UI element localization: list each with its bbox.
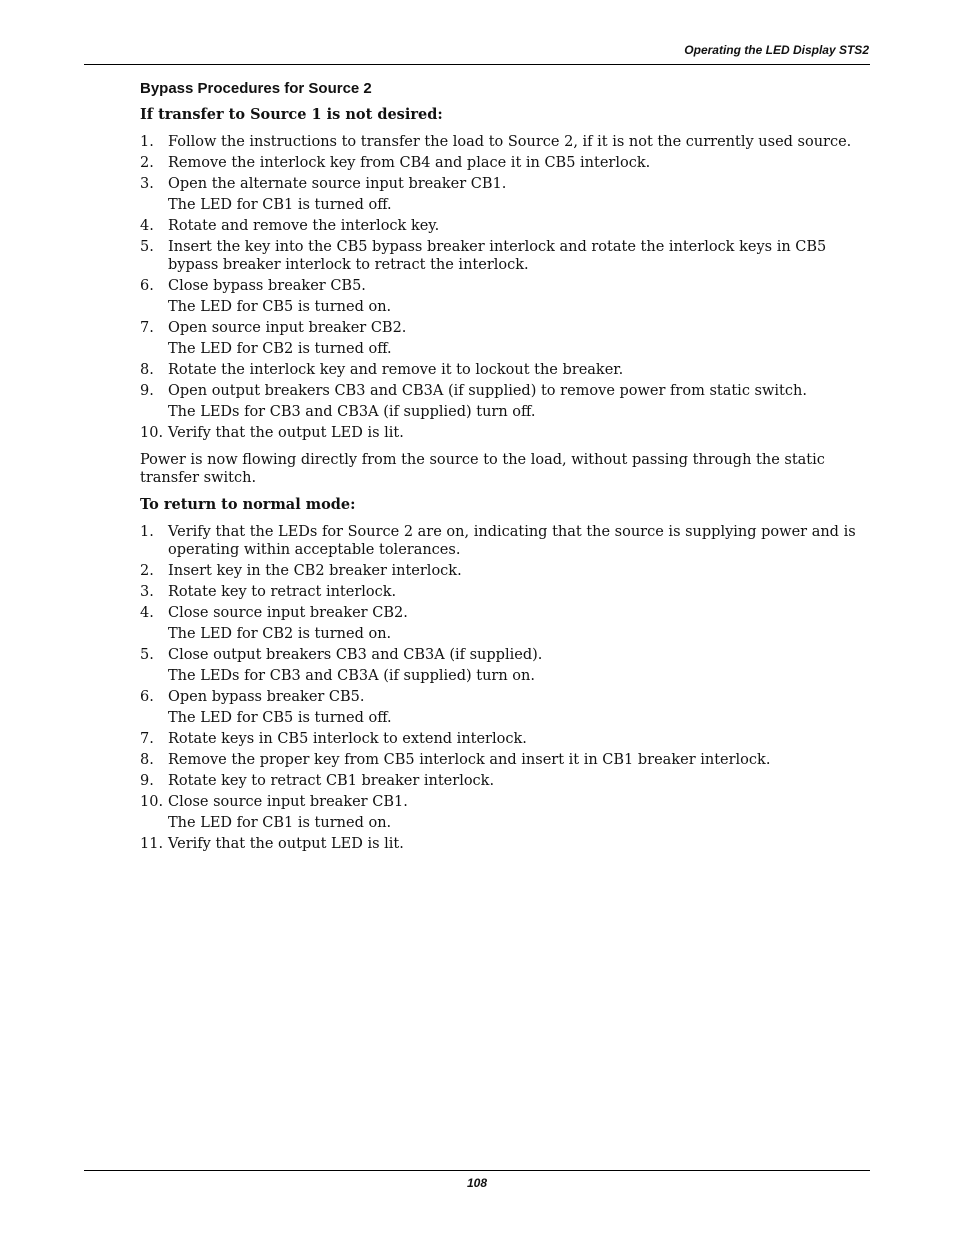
step-number: 6. <box>140 689 154 705</box>
step-number: 1. <box>140 134 154 150</box>
step-number: 11. <box>140 836 164 852</box>
step-text: Close source input breaker CB2. <box>168 605 408 621</box>
procedure1-step <box>140 361 870 379</box>
procedure2-step <box>140 562 870 580</box>
footer-rule <box>84 1170 870 1171</box>
page-content <box>140 80 870 862</box>
step-text: Open output breakers CB3 and CB3A (if supplied) to remove power from static switch. <box>168 383 807 399</box>
procedure2-step <box>140 793 870 832</box>
section-title: Bypass Procedures for Source 2 <box>140 80 372 97</box>
step-text: Verify that the output LED is lit. <box>168 836 404 852</box>
step-text: Remove the interlock key from CB4 and place it in CB5 interlock. <box>168 155 651 171</box>
step-number: 7. <box>140 731 154 747</box>
procedure1-heading: If transfer to Source 1 is not desired: <box>140 106 443 123</box>
procedure2-step <box>140 835 870 853</box>
procedure1-step <box>140 382 870 421</box>
step-number: 4. <box>140 218 154 234</box>
procedure1-step <box>140 277 870 316</box>
step-number: 7. <box>140 320 154 336</box>
running-header: Operating the LED Display STS2 <box>684 43 869 57</box>
step-note: The LED for CB5 is turned on. <box>168 299 392 315</box>
step-number: 10. <box>140 794 164 810</box>
step-number: 5. <box>140 239 154 255</box>
procedure1-steps <box>140 133 870 442</box>
step-text: Open bypass breaker CB5. <box>168 689 365 705</box>
step-text: Close output breakers CB3 and CB3A (if supplied). <box>168 647 543 663</box>
procedure1-step <box>140 217 870 235</box>
procedure2-step <box>140 604 870 643</box>
step-note: The LED for CB2 is turned off. <box>168 341 392 357</box>
step-number: 8. <box>140 362 154 378</box>
step-text: Rotate key to retract interlock. <box>168 584 397 600</box>
procedure2-step <box>140 772 870 790</box>
step-text: Open the alternate source input breaker CB1. <box>168 176 507 192</box>
step-number: 9. <box>140 773 154 789</box>
step-number: 2. <box>140 563 154 579</box>
procedure1-step <box>140 175 870 214</box>
step-number: 2. <box>140 155 154 171</box>
step-text: Insert key in the CB2 breaker interlock. <box>168 563 462 579</box>
step-note: The LED for CB2 is turned on. <box>168 626 392 642</box>
procedure2-step <box>140 523 870 559</box>
step-text: Verify that the LEDs for Source 2 are on, indicating that the source is supplying power and is operating within acceptable tolerances. <box>168 524 856 558</box>
procedure2-step <box>140 646 870 685</box>
procedure1-step <box>140 319 870 358</box>
step-text: Close source input breaker CB1. <box>168 794 408 810</box>
header-rule <box>84 64 870 65</box>
step-number: 1. <box>140 524 154 540</box>
procedure2-steps <box>140 523 870 853</box>
procedure1-step <box>140 424 870 442</box>
step-text: Insert the key into the CB5 bypass breaker interlock and rotate the interlock keys in CB5 bypass breaker interlock to retract the interlock. <box>168 239 827 273</box>
procedure2-heading: To return to normal mode: <box>140 496 356 513</box>
step-text: Rotate and remove the interlock key. <box>168 218 440 234</box>
procedure1-step <box>140 154 870 172</box>
step-text: Follow the instructions to transfer the load to Source 2, if it is not the currently used source. <box>168 134 852 150</box>
step-text: Remove the proper key from CB5 interlock and insert it in CB1 breaker interlock. <box>168 752 771 768</box>
step-note: The LED for CB1 is turned on. <box>168 815 392 831</box>
step-number: 9. <box>140 383 154 399</box>
step-number: 10. <box>140 425 164 441</box>
step-number: 8. <box>140 752 154 768</box>
step-text: Rotate key to retract CB1 breaker interlock. <box>168 773 495 789</box>
procedure2-step <box>140 688 870 727</box>
step-text: Rotate keys in CB5 interlock to extend interlock. <box>168 731 527 747</box>
page-number: 108 <box>466 1176 488 1190</box>
step-number: 3. <box>140 176 154 192</box>
step-text: Open source input breaker CB2. <box>168 320 407 336</box>
step-text: Close bypass breaker CB5. <box>168 278 366 294</box>
step-number: 3. <box>140 584 154 600</box>
step-text: Rotate the interlock key and remove it to lockout the breaker. <box>168 362 624 378</box>
step-number: 4. <box>140 605 154 621</box>
procedure2-step <box>140 730 870 748</box>
step-number: 5. <box>140 647 154 663</box>
procedure1-step <box>140 238 870 274</box>
step-note: The LED for CB1 is turned off. <box>168 197 392 213</box>
step-text: Verify that the output LED is lit. <box>168 425 404 441</box>
bypass-status-paragraph: Power is now flowing directly from the source to the load, without passing through the static transfer switch. <box>140 452 825 486</box>
step-note: The LED for CB5 is turned off. <box>168 710 392 726</box>
procedure2-step <box>140 751 870 769</box>
step-note: The LEDs for CB3 and CB3A (if supplied) turn on. <box>168 668 535 684</box>
step-note: The LEDs for CB3 and CB3A (if supplied) turn off. <box>168 404 536 420</box>
procedure2-step <box>140 583 870 601</box>
procedure1-step <box>140 133 870 151</box>
step-number: 6. <box>140 278 154 294</box>
